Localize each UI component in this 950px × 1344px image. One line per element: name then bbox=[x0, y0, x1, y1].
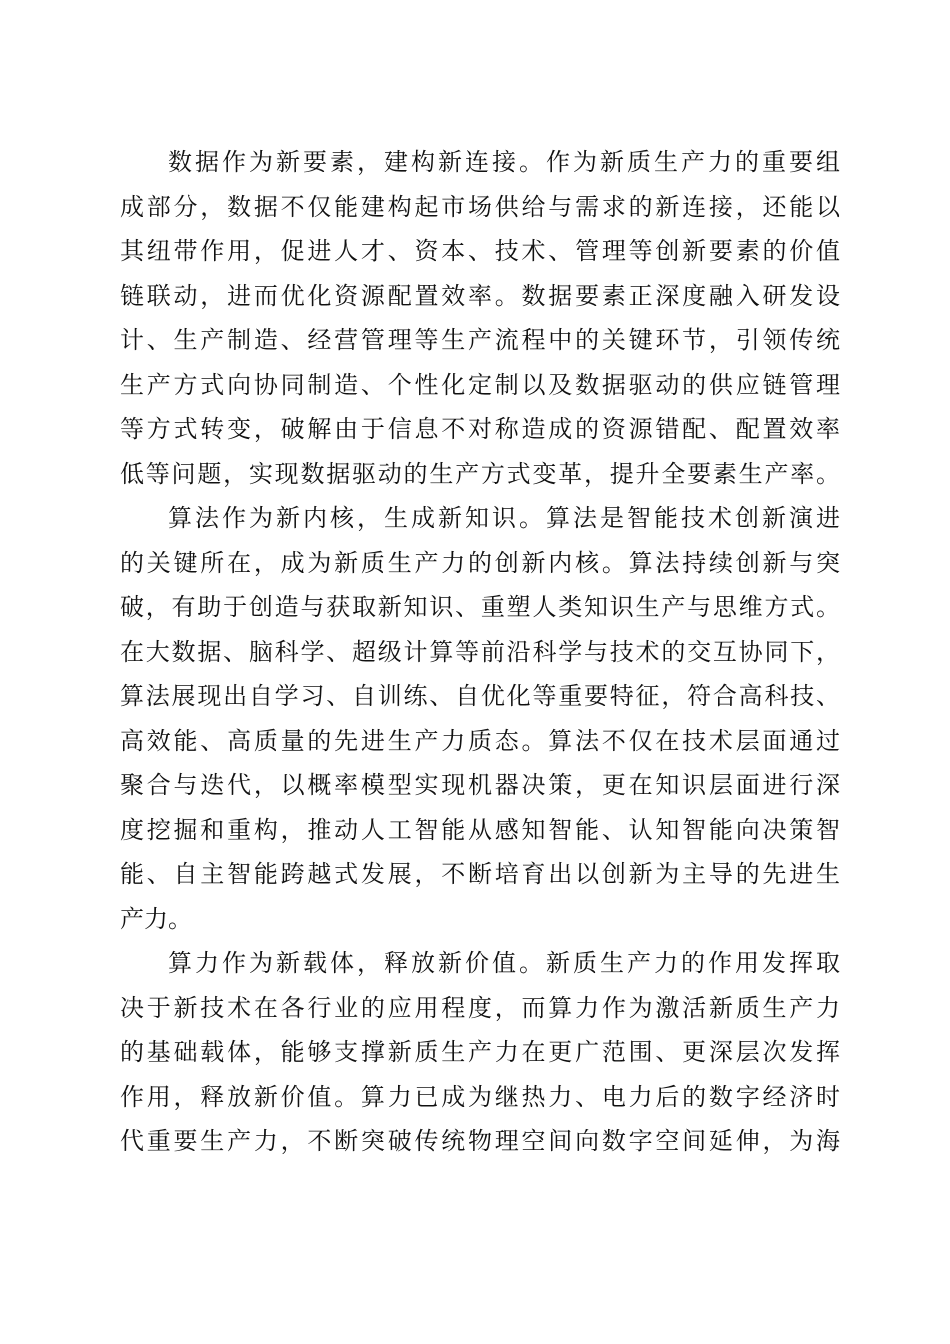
text-line: 代重要生产力，不断突破传统物理空间向数字空间延伸，为海 bbox=[120, 1127, 840, 1155]
text-line: 破，有助于创造与获取新知识、重塑人类知识生产与思维方式。 bbox=[120, 593, 840, 621]
text-line: 链联动，进而优化资源配置效率。数据要素正深度融入研发设 bbox=[120, 281, 840, 310]
paragraph-computing-carrier bbox=[120, 941, 840, 1164]
document-body bbox=[120, 140, 840, 1164]
text-line: 能、自主智能跨越式发展，不断培育出以创新为主导的先进生 bbox=[120, 860, 840, 888]
text-line: 高效能、高质量的先进生产力质态。算法不仅在技术层面通过 bbox=[120, 726, 840, 755]
text-line: 聚合与迭代，以概率模型实现机器决策，更在知识层面进行深 bbox=[120, 771, 840, 799]
text-line: 计、生产制造、经营管理等生产流程中的关键环节，引领传统 bbox=[120, 326, 840, 354]
text-line: 作用，释放新价值。算力已成为继热力、电力后的数字经济时 bbox=[120, 1082, 840, 1111]
text-line: 产力。 bbox=[120, 904, 192, 933]
text-line: 其纽带作用，促进人才、资本、技术、管理等创新要素的价值 bbox=[120, 237, 840, 265]
text-line: 的关键所在，成为新质生产力的创新内核。算法持续创新与突 bbox=[120, 548, 840, 577]
text-line: 度挖掘和重构，推动人工智能从感知智能、认知智能向决策智 bbox=[120, 815, 840, 844]
paragraph-data-element bbox=[120, 140, 840, 496]
text-line: 算法展现出自学习、自训练、自优化等重要特征，符合高科技、 bbox=[120, 682, 840, 710]
text-line: 决于新技术在各行业的应用程度，而算力作为激活新质生产力 bbox=[120, 993, 840, 1022]
text-line: 低等问题，实现数据驱动的生产方式变革，提升全要素生产率。 bbox=[120, 459, 840, 488]
text-line: 算力作为新载体，释放新价值。新质生产力的作用发挥取 bbox=[168, 949, 840, 977]
text-line: 算法作为新内核，生成新知识。算法是智能技术创新演进 bbox=[168, 504, 840, 532]
text-line: 在大数据、脑科学、超级计算等前沿科学与技术的交互协同下， bbox=[120, 637, 840, 666]
text-line: 生产方式向协同制造、个性化定制以及数据驱动的供应链管理 bbox=[120, 370, 840, 399]
text-line: 成部分，数据不仅能建构起市场供给与需求的新连接，还能以 bbox=[120, 192, 840, 221]
text-line: 数据作为新要素，建构新连接。作为新质生产力的重要组 bbox=[168, 148, 840, 176]
paragraph-algorithm-core bbox=[120, 496, 840, 941]
text-line: 的基础载体，能够支撑新质生产力在更广范围、更深层次发挥 bbox=[120, 1038, 840, 1066]
text-line: 等方式转变，破解由于信息不对称造成的资源错配、配置效率 bbox=[120, 415, 840, 443]
